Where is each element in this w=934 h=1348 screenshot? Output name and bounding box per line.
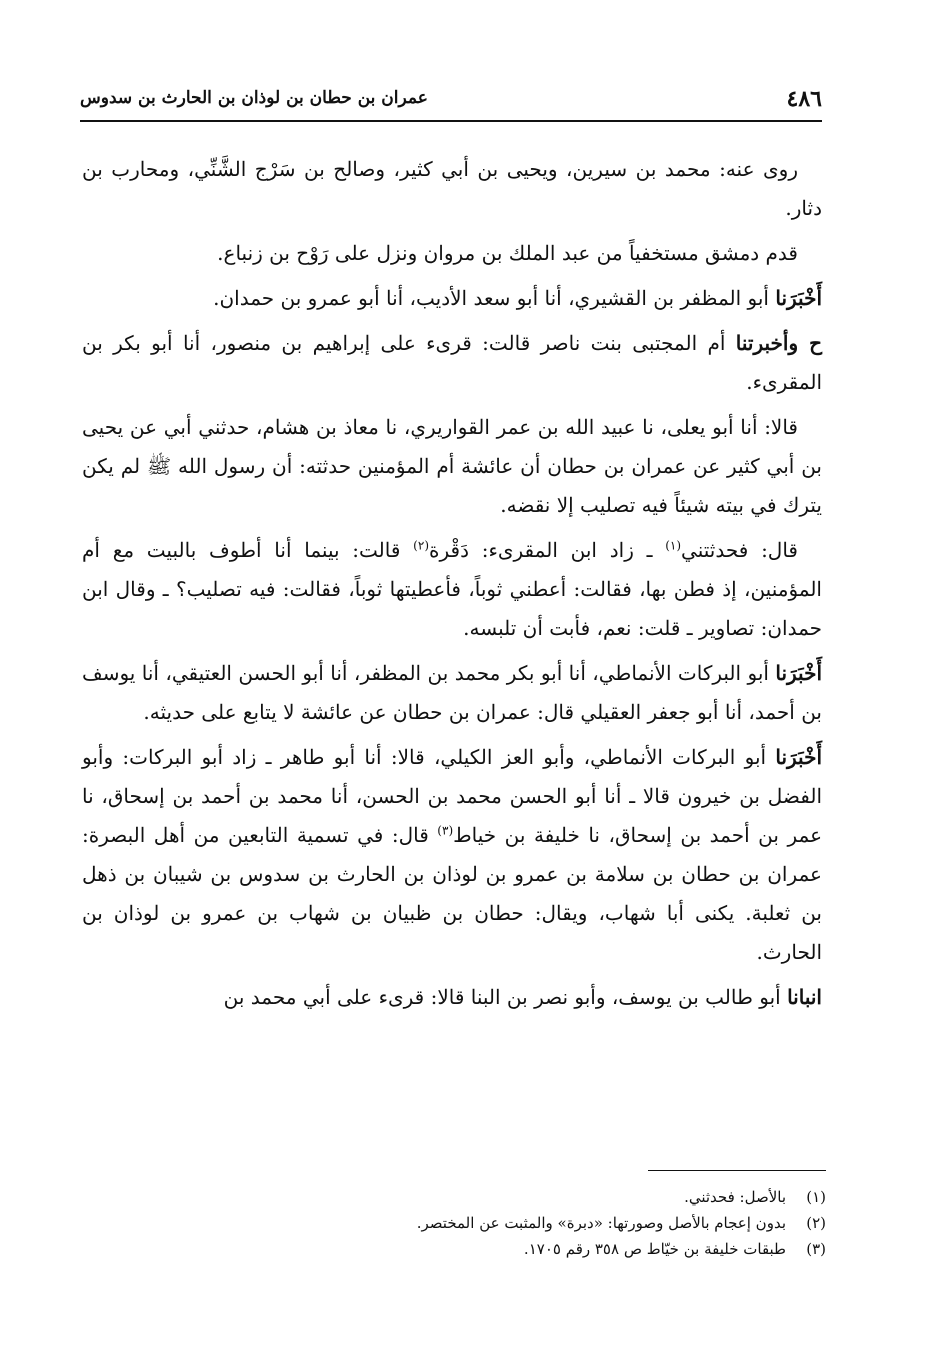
paragraph-text: ـ زاد ابن المقرىء: دَقْرة (429, 538, 666, 562)
isnad-lead-word: أَخْبَرَنا (775, 745, 822, 769)
footnote-ref: (٣) (437, 823, 454, 838)
paragraph-isnad-5 (82, 978, 822, 1017)
page-header (80, 78, 822, 118)
paragraph-isnad-1 (82, 279, 822, 318)
paragraph-isnad-4 (82, 738, 822, 972)
paragraph-isnad-3 (82, 654, 822, 732)
footnote-rule (648, 1170, 826, 1171)
paragraph-text: أم المجتبى بنت ناصر قالت: قرىء على إبراهيم بن منصور، أنا أبو بكر بن المقرىء. (82, 331, 822, 394)
footnote-number: (٢) (806, 1214, 826, 1232)
footnote-ref: (١) (665, 538, 682, 553)
paragraph-text: أبو طالب بن يوسف، وأبو نصر بن البنا قالا: قرىء على أبي محمد بن (223, 985, 788, 1009)
footnote-item (300, 1184, 826, 1210)
footnote-text: بالأصل: فحدثني. (684, 1188, 786, 1206)
main-text (82, 150, 822, 1023)
paragraph-text: قال: في تسمية التابعين من أهل البصرة: عمران بن حطان بن سلامة بن عمرو بن لوذان بن الحارث بن سدوس بن شيبان بن ذهل بن ثعلبة. يكنى أبا شهاب، ويقال: حطان بن ظبيان بن شهاب بن عمرو بن لوذان بن الحارث. (82, 823, 822, 964)
paragraph-text: قال: فحدثتني (681, 538, 798, 562)
paragraph-text: قالت: بينما أنا أطوف بالبيت مع أم المؤمنين، إذ فطن بها، فقالت: أعطني ثوباً، فأعطيتها ثوباً، فقالت: فيه تصليب؟ ـ وقال ابن حمدان: تصاوير ـ قلت: نعم، فأبت أن تلبسه. (82, 538, 822, 640)
isnad-lead-word: ح وأخبرتنا (735, 331, 822, 355)
isnad-lead-word: انبانا (787, 985, 822, 1009)
paragraph-story (82, 531, 822, 648)
isnad-lead-word: أَخْبَرَنا (775, 661, 822, 685)
isnad-lead-word: أَخْبَرَنا (775, 286, 822, 310)
paragraph-damascus (82, 234, 822, 273)
footnote-item (300, 1236, 826, 1262)
paragraph-text: قدم دمشق مستخفياً من عبد الملك بن مروان ونزل على رَوْح بن زنباع. (217, 241, 798, 265)
footnotes (300, 1184, 826, 1262)
footnote-text: بدون إعجام بالأصل وصورتها: «دبرة» والمثبت عن المختصر. (416, 1214, 786, 1232)
header-rule (80, 120, 822, 122)
footnote-number: (٣) (806, 1240, 826, 1258)
paragraph-narrators (82, 150, 822, 228)
paragraph-text: روى عنه: محمد بن سيرين، ويحيى بن أبي كثير، وصالح بن سَرْج الشَّنِّي، ومحارب بن دثار. (82, 157, 822, 220)
running-title: عمران بن حطان بن لوذان بن الحارث بن سدوس (80, 88, 428, 108)
page-number: ٤٨٦ (786, 86, 822, 112)
paragraph-text: أبو البركات الأنماطي، أنا أبو بكر محمد بن المظفر، أنا أبو الحسن العتيقي، أنا يوسف بن أحمد، أنا أبو جعفر العقيلي قال: عمران بن حطان عن عائشة لا يتابع على حديثه. (82, 661, 822, 724)
footnote-item (300, 1210, 826, 1236)
paragraph-text: أبو المظفر بن القشيري، أنا أبو سعد الأديب، أنا أبو عمرو بن حمدان. (213, 286, 776, 310)
footnote-number: (١) (806, 1188, 826, 1206)
footnote-ref: (٢) (413, 538, 429, 553)
paragraph-hadith (82, 408, 822, 525)
footnote-text: طبقات خليفة بن خيّاط ص ٣٥٨ رقم ١٧٠٥. (523, 1240, 786, 1258)
paragraph-text: أبو البركات الأنماطي، وأبو العز الكيلي، قالا: أنا أبو طاهر ـ زاد أبو البركات: وأبو الفضل بن خيرون قالا ـ أنا أبو الحسن محمد بن الحسن، أنا محمد بن أحمد بن إسحاق، نا عمر بن أحمد بن إسحاق، نا خليفة بن خياط (82, 745, 823, 847)
paragraph-text: قالا: أنا أبو يعلى، نا عبيد الله بن عمر القواريري، نا معاذ بن هشام، حدثني أبي عن يحيى بن أبي كثير عن عمران بن حطان أن عائشة أم المؤمنين حدثته: أن رسول الله ﷺ لم يكن يترك في بيته شيئاً فيه تصليب إلا نقضه. (82, 415, 822, 517)
paragraph-isnad-2 (82, 324, 822, 402)
